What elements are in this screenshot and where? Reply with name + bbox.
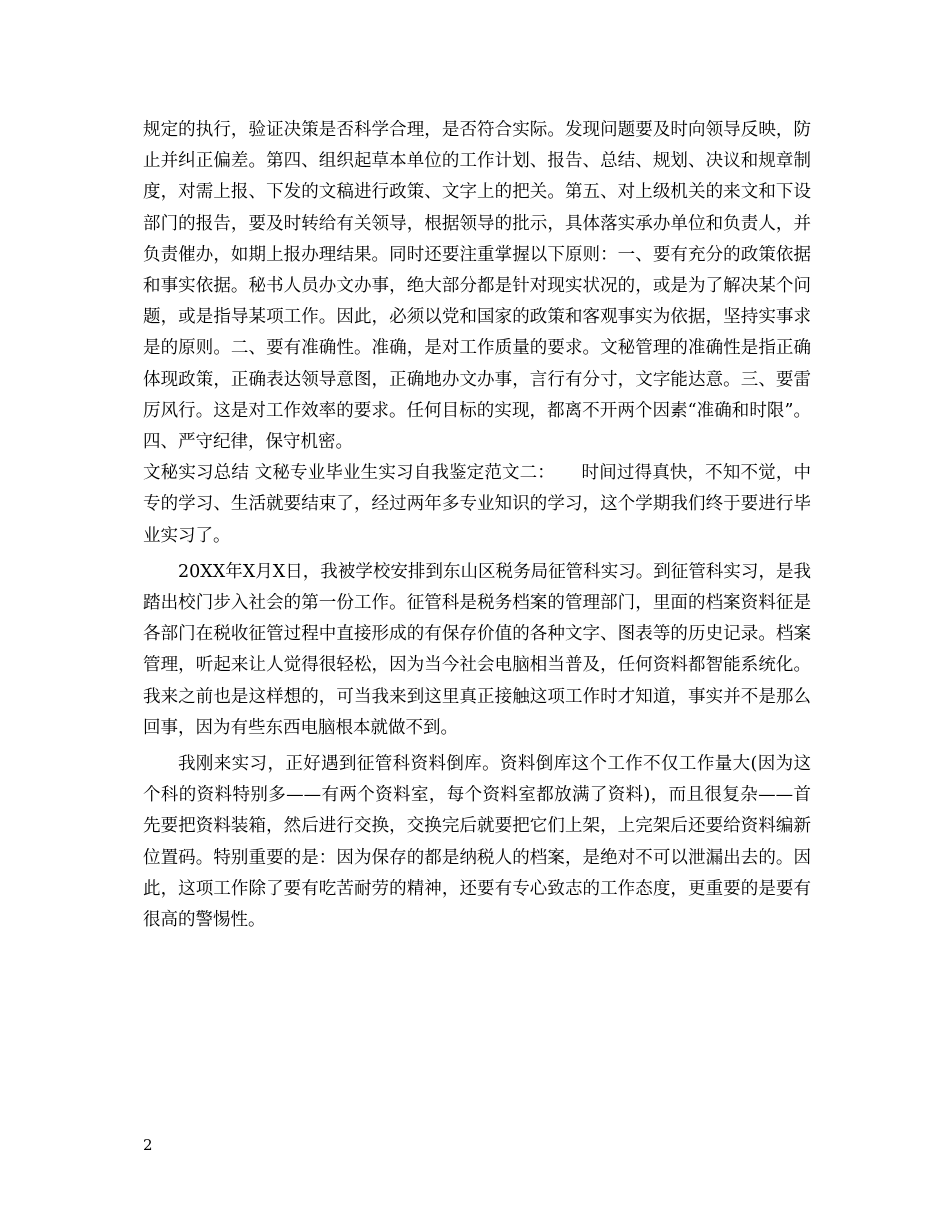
document-body xyxy=(143,115,811,936)
page-number: 2 xyxy=(143,1136,153,1154)
paragraph-internship-arrival: 20XX年X月X日，我被学校安排到东山区税务局征管科实习。到征管科实习，是我踏出校门步入社会的第一份工作。征管科是税务档案的管理部门，里面的档案资料征是各部门在税收征管过程中直接形成的有保存价值的各种文字、图表等的历史记录。档案管理，听起来让人觉得很轻松，因为当今社会电脑相当普及，任何资料都智能系统化。我来之前也是这样想的，可当我来到这里真正接触这项工作时才知道，事实并不是那么回事，因为有些东西电脑根本就做不到。 xyxy=(143,561,811,738)
paragraph-sample-two-intro: 文秘实习总结 文秘专业毕业生实习自我鉴定范文二： 时间过得真快，不知不觉，中专的学习、生活就要结束了，经过两年多专业知识的学习，这个学期我们终于要进行毕业实习了。 xyxy=(143,463,811,546)
paragraph-archive-relocation: 我刚来实习，正好遇到征管科资料倒库。资料倒库这个工作不仅工作量大(因为这个科的资料特别多——有两个资料室，每个资料室都放满了资料)，而且很复杂——首先要把资料装箱，然后进行交换，交换完后就要把它们上架，上完架后还要给资料编新位置码。特别重要的是：因为保存的都是纳税人的档案，是绝对不可以泄漏出去的。因此，这项工作除了要有吃苦耐劳的精神，还要有专心致志的工作态度，更重要的是要有很高的警惕性。 xyxy=(143,754,811,931)
paragraph-duties-and-principles: 规定的执行，验证决策是否科学合理，是否符合实际。发现问题要及时向领导反映，防止并纠正偏差。第四、组织起草本单位的工作计划、报告、总结、规划、决议和规章制度，对需上报、下发的文稿进行政策、文字上的把关。第五、对上级机关的来文和下设部门的报告，要及时转给有关领导，根据领导的批示，具体落实承办单位和负责人，并负责催办，如期上报办理结果。同时还要注重掌握以下原则：一、要有充分的政策依据和事实依据。秘书人员办文办事，绝大部分都是针对现实状况的，或是为了解决某个问题，或是指导某项工作。因此，必须以党和国家的政策和客观事实为依据，坚持实事求是的原则。二、要有准确性。准确，是对工作质量的要求。文秘管理的准确性是指正确体现政策，正确表达领导意图，正确地办文办事，言行有分寸，文字能达意。三、要雷厉风行。这是对工作效率的要求。任何目标的实现，都离不开两个因素“准确和时限”。四、严守纪律，保守机密。 xyxy=(143,120,811,453)
